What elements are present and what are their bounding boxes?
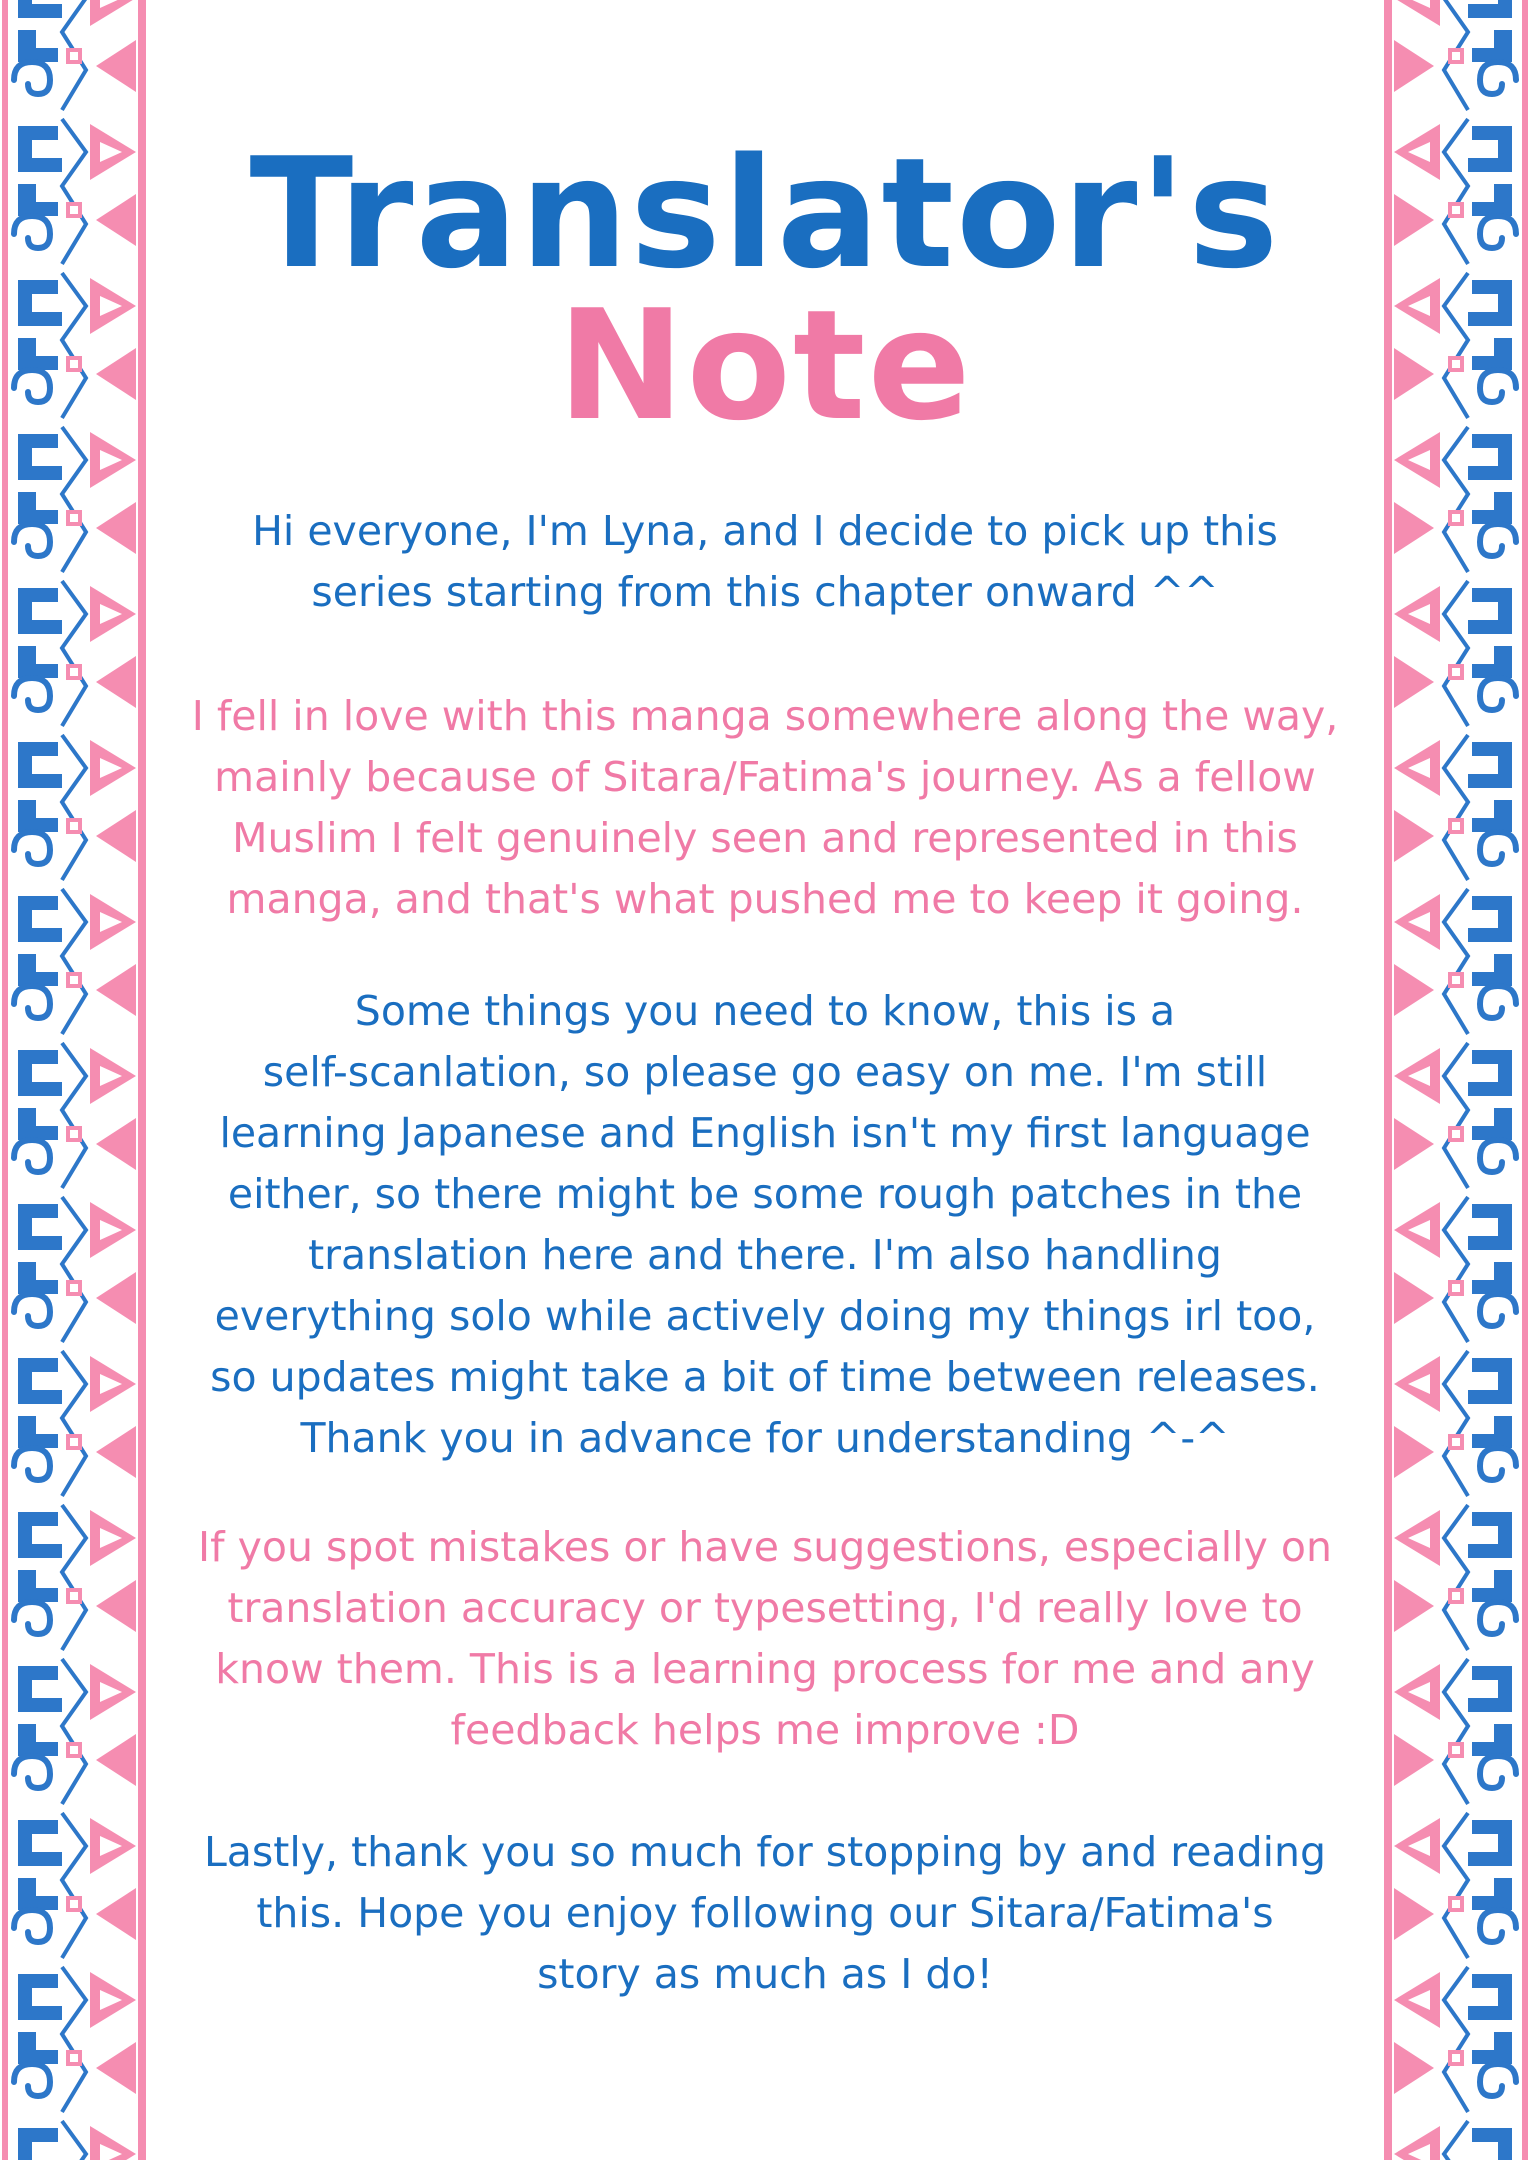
text-line: story as much as I do! (537, 1950, 993, 1998)
text-line: everything solo while actively doing my things irl too, (214, 1292, 1316, 1340)
paragraph-intro (190, 501, 1340, 623)
note-page (150, 0, 1380, 2160)
paragraph-disclaimer (190, 981, 1340, 1469)
text-line: I fell in love with this manga somewhere along the way, (191, 692, 1339, 740)
text-line: Hi everyone, I'm Lyna, and I decide to pick up this (252, 507, 1278, 555)
text-line: either, so there might be some rough patches in the (227, 1170, 1303, 1218)
left-decorative-border (0, 0, 150, 2160)
text-line: feedback helps me improve :D (450, 1706, 1080, 1754)
text-line: self-scanlation, so please go easy on me. I'm still (262, 1048, 1268, 1096)
paragraph-why (190, 686, 1340, 930)
text-line: manga, and that's what pushed me to keep it going. (226, 875, 1304, 923)
text-line: so updates might take a bit of time between releases. (210, 1353, 1320, 1401)
right-decorative-border (1380, 0, 1530, 2160)
text-line: Muslim I felt genuinely seen and represented in this (232, 814, 1298, 862)
text-line: know them. This is a learning process for me and any (215, 1645, 1315, 1693)
title-translators: Translator's (249, 125, 1281, 302)
text-line: mainly because of Sitara/Fatima's journey. As a fellow (214, 753, 1316, 801)
text-line: this. Hope you enjoy following our Sitara/Fatima's (256, 1889, 1274, 1937)
text-line: Thank you in advance for understanding ^-^ (300, 1414, 1230, 1462)
text-line: translation accuracy or typesetting, I'd really love to (227, 1584, 1303, 1632)
title-note: Note (557, 277, 973, 454)
paragraph-closing (190, 1822, 1340, 2005)
text-line: series starting from this chapter onward ^^ (311, 568, 1219, 616)
right-border-pattern (1380, 0, 1530, 2160)
left-border-pattern (0, 0, 150, 2160)
text-line: learning Japanese and English isn't my first language (219, 1109, 1311, 1157)
paragraph-feedback (190, 1517, 1340, 1761)
text-line: translation here and there. I'm also handling (308, 1231, 1222, 1279)
text-line: Some things you need to know, this is a (354, 987, 1176, 1035)
text-line: Lastly, thank you so much for stopping by and reading (203, 1828, 1327, 1876)
text-line: If you spot mistakes or have suggestions, especially on (198, 1523, 1332, 1571)
